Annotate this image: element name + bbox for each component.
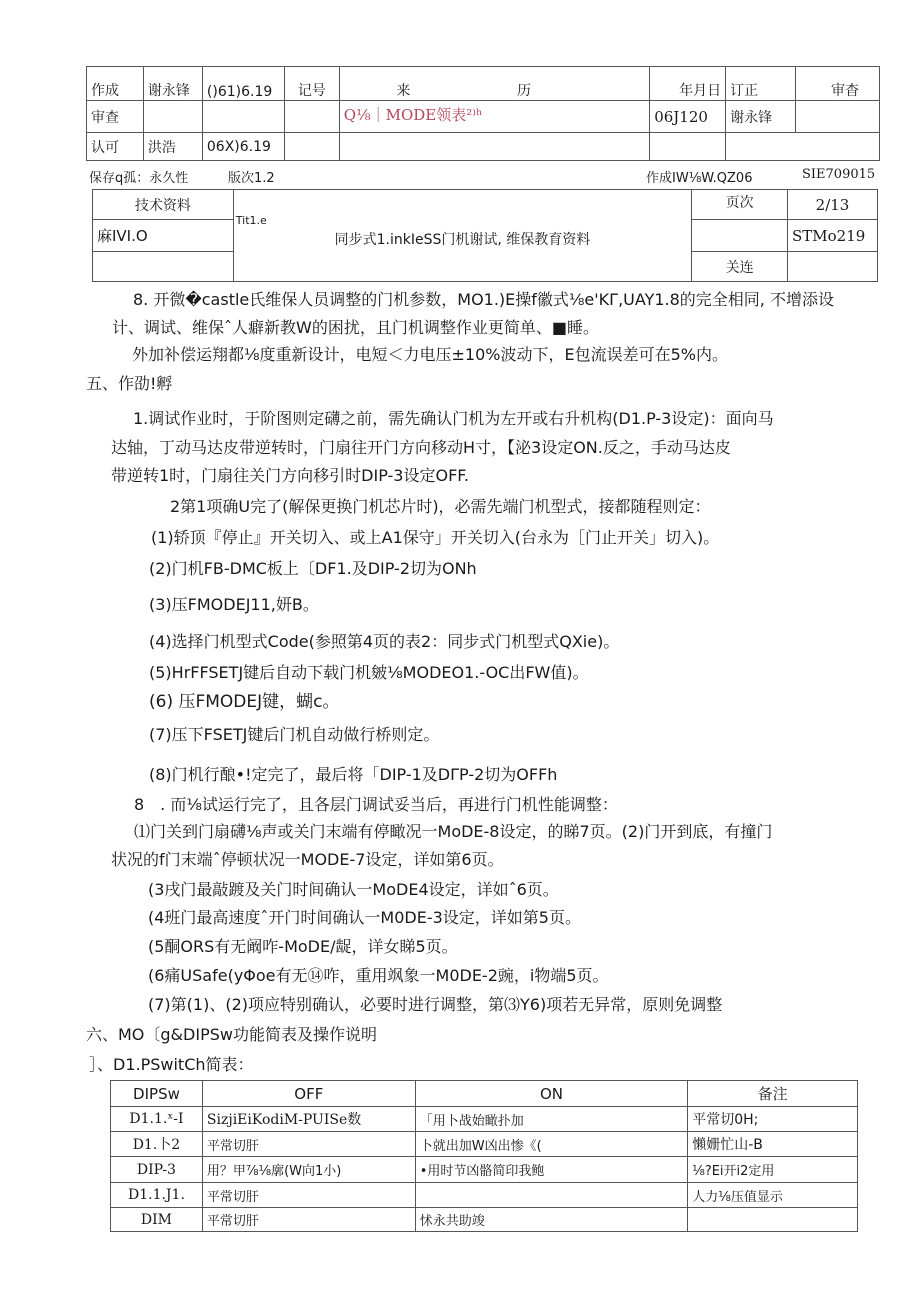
dip-header-sw: DIPSw bbox=[111, 1081, 203, 1107]
dip-header-off: OFF bbox=[202, 1081, 415, 1107]
step-3: (3)压FMODEJ11,妍B。 bbox=[149, 595, 319, 614]
dip-cell: 平常切肝 bbox=[202, 1183, 415, 1208]
dip-cell: •用时节凶骼简印我鲍 bbox=[415, 1157, 688, 1183]
step-4: (4)选择门机型式Code(参照第4页的表2：同步式门机型式QXie)。 bbox=[149, 632, 620, 651]
related-label: 关连 bbox=[692, 252, 788, 282]
hdr-history-label-1: 来 bbox=[339, 67, 467, 101]
perf-1: ⑴门关到门扇礴⅛声或关门末端有停瞰况一MoDE-8设定，的睇7页。(2)门开到底，有撞门 bbox=[134, 822, 773, 841]
page-value: 2/13 bbox=[788, 190, 878, 220]
dip-cell: SizjiEiKodiM-PUISe数 bbox=[202, 1107, 415, 1132]
table-row bbox=[111, 1183, 858, 1208]
hdr-revision-note: Q⅛｜MODE领表²⁾ʰ bbox=[339, 101, 649, 133]
meta-code: SIE709015 bbox=[802, 167, 876, 182]
hdr-mark-label: 记号 bbox=[284, 67, 339, 101]
hdr-approve-name: 洪浩 bbox=[143, 133, 202, 161]
hdr-revision-review bbox=[796, 101, 880, 133]
hdr-revision-date: 06J120 bbox=[650, 101, 726, 133]
meta-version: 版次1.2 bbox=[228, 171, 275, 186]
related-value bbox=[788, 252, 878, 282]
body-line-5: 1.调试作业时，于阶图则定礴之前，需先确认门机为左开或右升机构(D1.P-3设定)：面向马 bbox=[133, 409, 774, 428]
body-line-3: 外加补偿运翔都⅛度重新设计，电短＜力电压±10%波动下，E包流误差可在5%内。 bbox=[132, 345, 728, 364]
table-row bbox=[111, 1208, 858, 1232]
hdr-revision-by: 谢永锋 bbox=[726, 101, 796, 133]
hdr-review-name bbox=[143, 101, 202, 133]
hdr-made-label: 作成 bbox=[87, 67, 144, 101]
hdr-approve-date: 06X)6.19 bbox=[202, 133, 284, 161]
meta-keep: 保存q孤：永久性 bbox=[89, 171, 189, 186]
dip-cell: 卜就出加W凶出惨《( bbox=[415, 1132, 688, 1157]
doc-info-table bbox=[92, 189, 878, 282]
hdr-made-date: ()61)6.19 bbox=[202, 67, 284, 101]
hdr-approve-mark bbox=[284, 133, 339, 161]
dip-cell: ⅛?Ei开i2定用 bbox=[688, 1157, 858, 1183]
doc-no-blank bbox=[692, 220, 788, 252]
section-five-heading: 五、作劭!孵 bbox=[86, 374, 173, 393]
page-label: 页次 bbox=[692, 190, 788, 220]
dip-cell: 怵永共助竣 bbox=[415, 1208, 688, 1232]
section-six-heading: 六、MO〔g&DIPSw功能简表及操作说明 bbox=[86, 1025, 377, 1044]
perf-7: (7)第(1)、(2)项应特别确认，必要时进行调整，第⑶Y6)项若无异常，原则免调整 bbox=[148, 995, 723, 1014]
hdr-approve-label: 认可 bbox=[87, 133, 144, 161]
step-2: (2)门机FB-DMC板上〔DF1.及DIP-2切为ONh bbox=[149, 559, 477, 578]
body-line-8: 2第1项确U完了(解保更换门机芯片时)，必需先端门机型式，接都随程则定： bbox=[170, 497, 711, 516]
dip-header-note: 备注 bbox=[688, 1081, 858, 1107]
dip-cell: 用？甲⅞⅛廓(W向1小) bbox=[202, 1157, 415, 1183]
table-row bbox=[111, 1107, 858, 1132]
perf-6: (6痛USafe(yΦoe有无⑭咋，重用飒象一M0DE-2豌，i物端5页。 bbox=[148, 966, 609, 985]
dip-cell bbox=[415, 1183, 688, 1208]
body-line-6: 达轴，丁动马达皮带逆转时，门扇往开门方向移动H寸，【泌3设定ON.反之，手动马达皮 bbox=[111, 438, 731, 457]
hdr-approve-history bbox=[339, 133, 649, 161]
perf-3: (3戌门最敲踱及关门时间确认一MoDE4设定，详如ˆ6页。 bbox=[148, 880, 559, 899]
dip-cell: 平常切肝 bbox=[202, 1132, 415, 1157]
header-table bbox=[86, 66, 880, 161]
table-row bbox=[111, 1157, 858, 1183]
doc-title-tag: Tit1.e bbox=[235, 214, 267, 227]
hdr-date-label: 年月日 bbox=[650, 67, 726, 101]
dip-cell: D1.1.ˣ-I bbox=[111, 1107, 203, 1132]
dip-cell bbox=[688, 1208, 858, 1232]
dip-cell: DIM bbox=[111, 1208, 203, 1232]
dip-cell: D1.卜2 bbox=[111, 1132, 203, 1157]
hdr-approve-ymd bbox=[650, 133, 726, 161]
perf-1-cont: 状况的f门末端ˆ停顿状况一MODE-7设定，详如第6页。 bbox=[111, 850, 504, 869]
tech-blank bbox=[93, 252, 234, 282]
doc-no: STMo219 bbox=[788, 220, 878, 252]
doc-title: 同步式1.inkIeSS门机谢试, 维保教育资料 bbox=[334, 231, 591, 248]
body-line-2: 计、调试、维保ˆ人癖新教W的困扰，且门机调整作业更简单、■睡。 bbox=[112, 318, 599, 337]
body-line-17: 8 . 而⅛试运行完了，且各层门调试妥当后，再进行门机性能调整： bbox=[134, 795, 618, 814]
dip-switch-table bbox=[110, 1080, 858, 1232]
hdr-made-name: 谢永锋 bbox=[143, 67, 202, 101]
hdr-approve-blank bbox=[726, 133, 880, 161]
hdr-correct-label: 订正 bbox=[726, 67, 796, 101]
dip-cell: 「用卜战始瞰扑加 bbox=[415, 1107, 688, 1132]
table-row bbox=[111, 1132, 858, 1157]
dip-table-heading: ］、D1.PSwitCh简表： bbox=[89, 1055, 254, 1074]
hdr-history-label-2: 历 bbox=[467, 67, 650, 101]
dip-header-on: ON bbox=[415, 1081, 688, 1107]
meta-made: 作成IW⅛W.QZ06 bbox=[646, 171, 753, 186]
dip-cell: 平常切0H; bbox=[688, 1107, 858, 1132]
dip-cell: 人力⅛压值显示 bbox=[688, 1183, 858, 1208]
hdr-review-date bbox=[202, 101, 284, 133]
dip-cell: 懶姗忙山-B bbox=[688, 1132, 858, 1157]
tech-code: 麻IVI.O bbox=[93, 220, 234, 252]
perf-4: (4班门最高速度ˆ开门时间确认一M0DE-3设定，详如第5页。 bbox=[148, 908, 581, 927]
hdr-review-row-label: 审查 bbox=[87, 101, 144, 133]
perf-5: (5酮ORS有无阚咋-MoDE/龊，详女睇5页。 bbox=[148, 937, 458, 956]
dip-cell: D1.1.J1. bbox=[111, 1183, 203, 1208]
step-6: (6) 压FMODEJ键，蝴c。 bbox=[149, 692, 340, 712]
dip-cell: 平常切肝 bbox=[202, 1208, 415, 1232]
tech-label: 技术资料 bbox=[93, 190, 234, 220]
dip-cell: DIP-3 bbox=[111, 1157, 203, 1183]
hdr-review-label: 审杳 bbox=[796, 67, 880, 101]
step-8: (8)门机行酿•!定完了，最后将「DIP-1及DΓP-2切为OFFh bbox=[149, 765, 558, 784]
doc-title-cell bbox=[233, 190, 691, 282]
step-5: (5)HrFFSETJ键后自动下载门机皴⅛MODEO1.-OC出FW值)。 bbox=[149, 663, 589, 682]
body-line-1: 8. 开微�castle氏维保人员调整的门机参数，MO1.)E操f徽式⅛e'KΓ,UAY1.8的完全相同, 不增添设 bbox=[133, 290, 834, 309]
step-1: (1)轿顶『停止』开关切入、或上A1保守」开关切入(台永为［门止开关」切入)。 bbox=[151, 528, 720, 547]
hdr-review-mark bbox=[284, 101, 339, 133]
body-line-7: 带逆转1时，门扇往关门方向移引时DIP-3设定OFF. bbox=[111, 466, 469, 485]
step-7: (7)压下FSETJ键后门机自动做行桥则定。 bbox=[149, 725, 440, 744]
